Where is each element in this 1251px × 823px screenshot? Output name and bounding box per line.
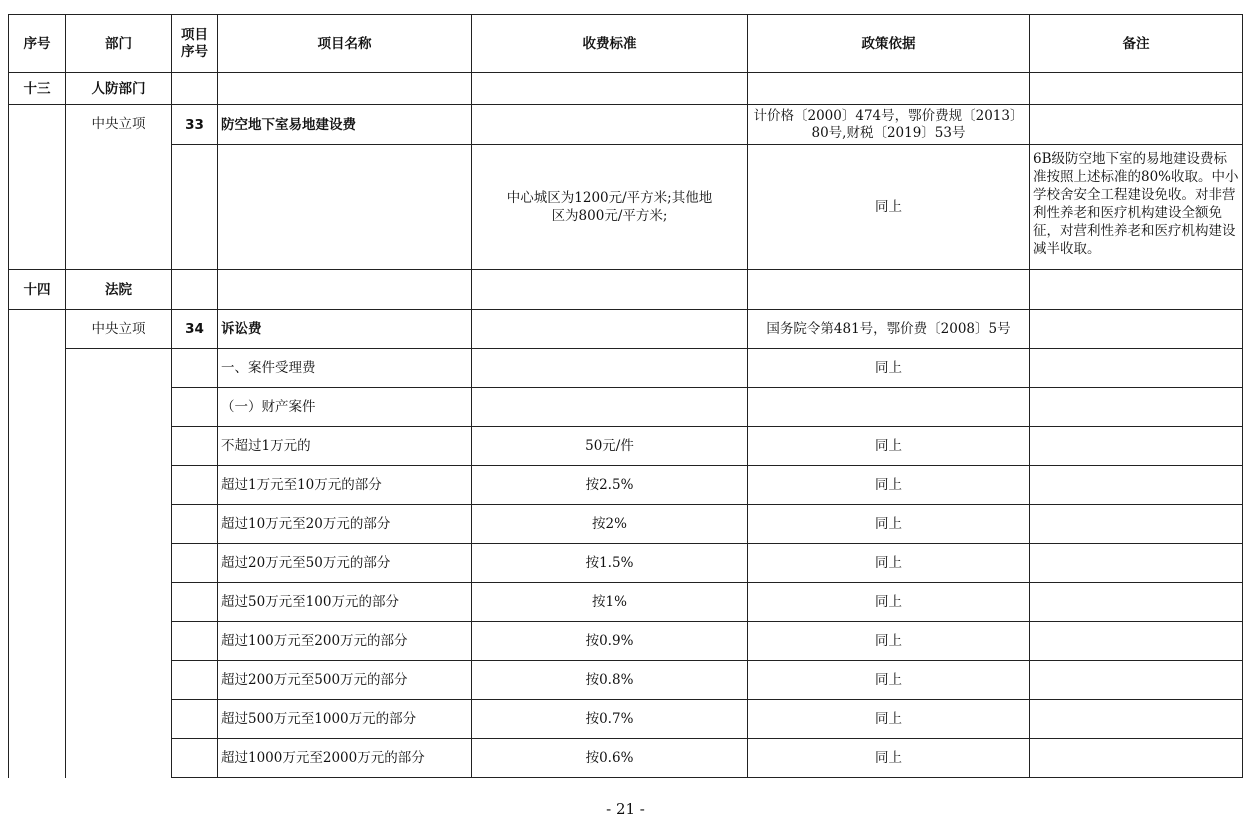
empty-cell	[172, 700, 218, 739]
merged-seq-cell	[9, 310, 66, 778]
row-policy: 同上	[748, 427, 1030, 466]
empty-cell	[172, 466, 218, 505]
empty-cell	[1030, 583, 1243, 622]
empty-cell	[472, 105, 748, 145]
table-row	[9, 700, 1243, 739]
item-no: 34	[172, 310, 218, 349]
empty-cell	[1030, 700, 1243, 739]
section-seq: 十三	[9, 73, 66, 105]
table-row	[9, 622, 1243, 661]
table-row	[9, 466, 1243, 505]
row-policy: 同上	[748, 349, 1030, 388]
table-row	[9, 427, 1243, 466]
row-name: 不超过1万元的	[218, 427, 472, 466]
empty-cell	[1030, 388, 1243, 427]
empty-cell	[1030, 739, 1243, 778]
section-seq: 十四	[9, 270, 66, 310]
row-name: 超过10万元至20万元的部分	[218, 505, 472, 544]
row-name: 超过100万元至200万元的部分	[218, 622, 472, 661]
empty-cell	[172, 544, 218, 583]
empty-cell	[1030, 622, 1243, 661]
empty-cell	[1030, 310, 1243, 349]
row-policy: 同上	[748, 700, 1030, 739]
empty-cell	[472, 310, 748, 349]
row-standard: 按0.9%	[472, 622, 748, 661]
table-row	[9, 505, 1243, 544]
page-number: - 21 -	[606, 800, 645, 818]
row-policy: 同上	[748, 505, 1030, 544]
fee-table	[8, 14, 1243, 778]
item-no: 33	[172, 105, 218, 145]
row-name: 超过1万元至10万元的部分	[218, 466, 472, 505]
item-name: 诉讼费	[218, 310, 472, 349]
empty-cell	[1030, 427, 1243, 466]
row-policy: 同上	[748, 583, 1030, 622]
empty-cell	[1030, 661, 1243, 700]
item-level-text: 中央立项	[91, 116, 146, 132]
row-standard: 50元/件	[472, 427, 748, 466]
section-row	[9, 73, 1243, 105]
row-name: （一）财产案件	[218, 388, 472, 427]
row-policy	[748, 388, 1030, 427]
item-name: 防空地下室易地建设费	[218, 105, 472, 145]
row-standard: 按1.5%	[472, 544, 748, 583]
empty-cell	[172, 349, 218, 388]
item-level	[66, 105, 172, 270]
table-row	[9, 388, 1243, 427]
header-policy: 政策依据	[748, 15, 1030, 73]
empty-cell	[218, 73, 472, 105]
header-seq: 序号	[9, 15, 66, 73]
empty-cell	[1030, 466, 1243, 505]
empty-cell	[172, 270, 218, 310]
header-remark: 备注	[1030, 15, 1243, 73]
merged-dept-cell	[66, 349, 172, 778]
header-row	[9, 15, 1243, 73]
empty-cell	[172, 505, 218, 544]
empty-cell	[472, 73, 748, 105]
table-row	[9, 661, 1243, 700]
empty-cell	[1030, 544, 1243, 583]
empty-cell	[172, 661, 218, 700]
row-standard: 按0.7%	[472, 700, 748, 739]
header-dept: 部门	[66, 15, 172, 73]
empty-cell	[1030, 505, 1243, 544]
table-row	[9, 544, 1243, 583]
section-row	[9, 270, 1243, 310]
item-row	[9, 310, 1243, 349]
empty-cell	[172, 427, 218, 466]
empty-cell	[172, 583, 218, 622]
item-policy: 国务院令第481号，鄂价费〔2008〕5号	[748, 310, 1030, 349]
row-standard	[472, 349, 748, 388]
empty-cell	[748, 270, 1030, 310]
row-name: 一、案件受理费	[218, 349, 472, 388]
section-dept: 人防部门	[66, 73, 172, 105]
detail-row	[9, 145, 1243, 270]
empty-cell	[172, 739, 218, 778]
empty-cell	[1030, 73, 1243, 105]
detail-remark: 6B级防空地下室的易地建设费标准按照上述标准的80%收取。中小学校舍安全工程建设免收。对非营利性养老和医疗机构建设全额免征，对营利性养老和医疗机构建设减半收取。	[1030, 145, 1243, 270]
row-policy: 同上	[748, 739, 1030, 778]
row-standard: 按2%	[472, 505, 748, 544]
row-name: 超过50万元至100万元的部分	[218, 583, 472, 622]
row-name: 超过500万元至1000万元的部分	[218, 700, 472, 739]
empty-cell	[1030, 349, 1243, 388]
row-policy: 同上	[748, 661, 1030, 700]
empty-cell	[748, 73, 1030, 105]
section-dept: 法院	[66, 270, 172, 310]
detail-policy: 同上	[748, 145, 1030, 270]
row-standard: 按0.6%	[472, 739, 748, 778]
item-policy: 计价格〔2000〕474号，鄂价费规〔2013〕80号,财税〔2019〕53号	[748, 105, 1030, 145]
row-name: 超过20万元至50万元的部分	[218, 544, 472, 583]
table-row	[9, 349, 1243, 388]
row-standard	[472, 388, 748, 427]
header-item-seq	[172, 15, 218, 73]
row-name: 超过200万元至500万元的部分	[218, 661, 472, 700]
empty-cell	[218, 145, 472, 270]
row-standard: 按1%	[472, 583, 748, 622]
row-policy: 同上	[748, 544, 1030, 583]
empty-cell	[1030, 270, 1243, 310]
header-item-seq-text: 项目序号	[181, 26, 208, 60]
row-policy: 同上	[748, 466, 1030, 505]
empty-cell	[1030, 105, 1243, 145]
row-name: 超过1000万元至2000万元的部分	[218, 739, 472, 778]
empty-cell	[218, 270, 472, 310]
row-standard: 按2.5%	[472, 466, 748, 505]
empty-cell	[472, 270, 748, 310]
row-policy: 同上	[748, 622, 1030, 661]
detail-standard: 中心城区为1200元/平方米;其他地区为800元/平方米;	[472, 145, 748, 270]
table-row	[9, 583, 1243, 622]
empty-cell	[172, 73, 218, 105]
header-item-name: 项目名称	[218, 15, 472, 73]
merged-seq-cell	[9, 105, 66, 270]
empty-cell	[172, 145, 218, 270]
empty-cell	[172, 622, 218, 661]
table-row	[9, 739, 1243, 778]
item-level: 中央立项	[66, 310, 172, 349]
empty-cell	[172, 388, 218, 427]
row-standard: 按0.8%	[472, 661, 748, 700]
header-standard: 收费标准	[472, 15, 748, 73]
item-row	[9, 105, 1243, 145]
